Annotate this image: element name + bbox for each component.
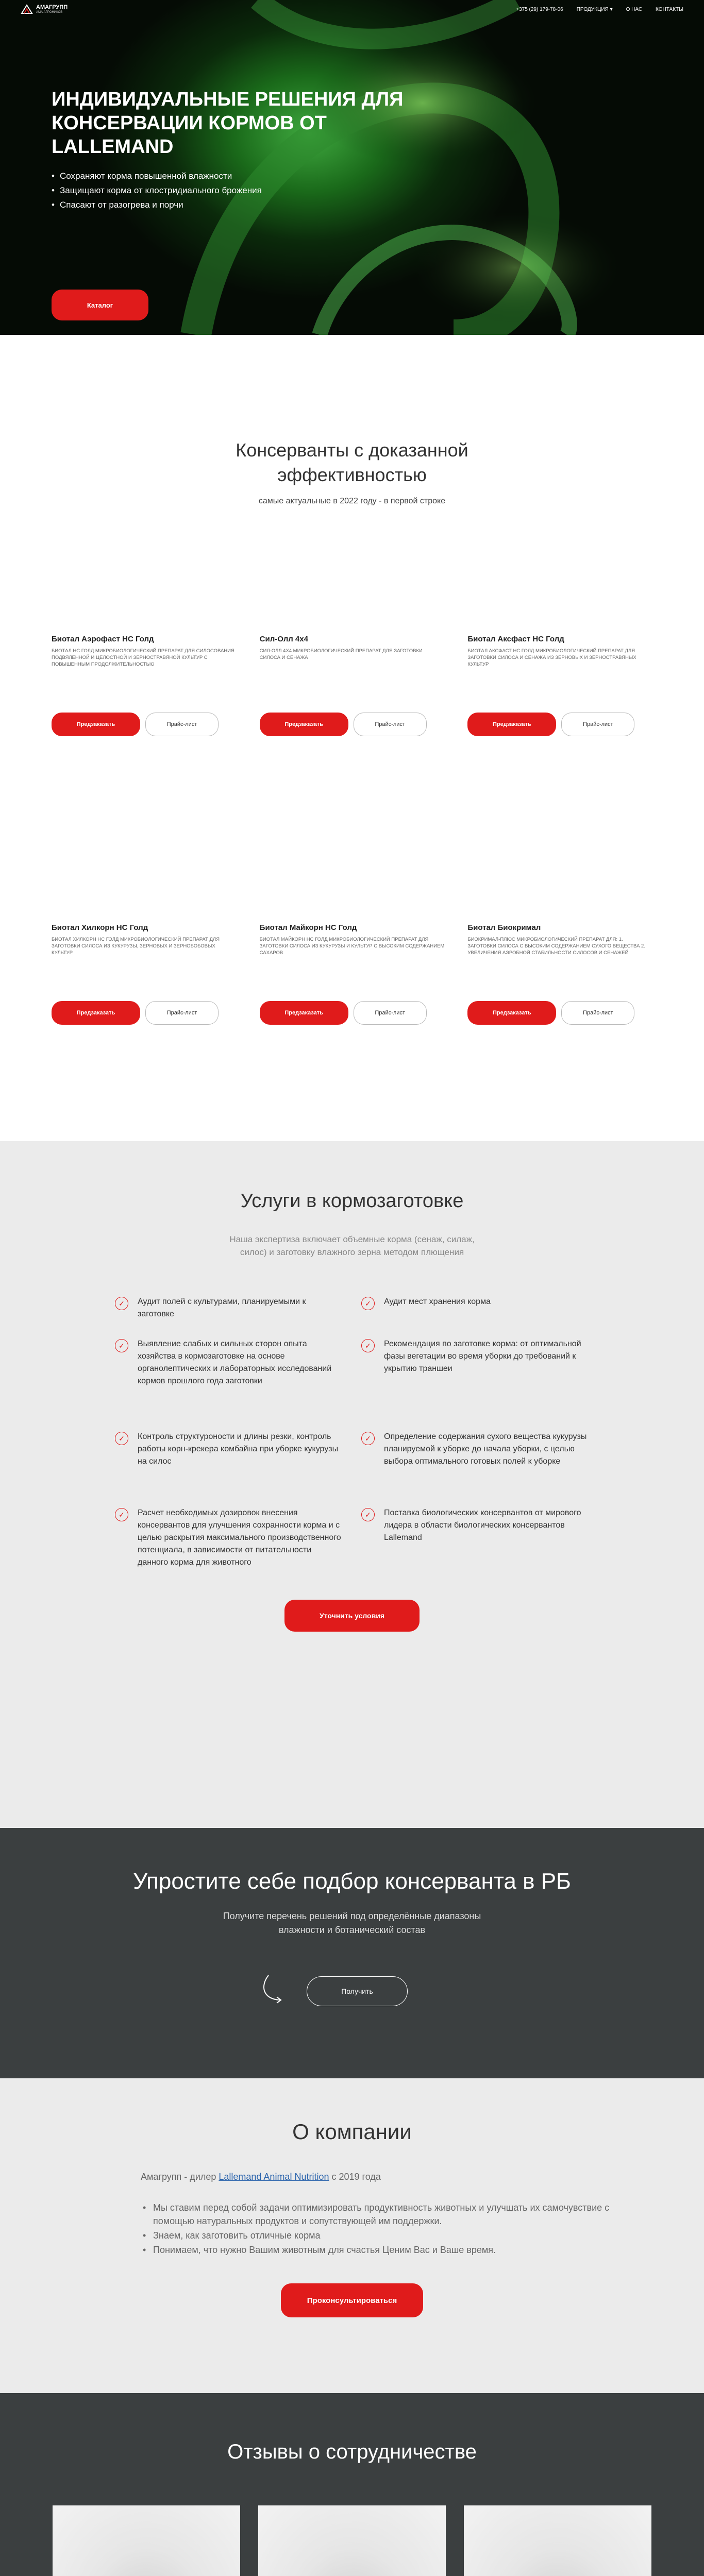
about-section <box>0 2078 704 2393</box>
about-dealer-post: с 2019 года <box>331 2172 381 2182</box>
service-text: Выявление слабых и сильных сторон опыта хозяйства в кормозаготовке на основе органолептических и лабораторных исследований кормов прошлого года заготовки <box>138 1340 332 1385</box>
services-column-right <box>361 1296 589 1584</box>
product-name[interactable]: Биотал Майкорн НС Голд <box>259 923 357 932</box>
product-name[interactable]: Биотал Биокримал <box>467 923 541 932</box>
services-intro: Наша экспертиза включает объемные корма (сенаж, силаж, силос) и заготовку влажного зерна методом плющения <box>229 1234 475 1257</box>
about-dealer-line <box>141 2170 615 2183</box>
services-column-left <box>115 1296 343 1584</box>
consult-button[interactable]: Проконсультироваться <box>281 2283 423 2317</box>
hero-section <box>0 0 704 335</box>
service-text: Контроль структуроности и длины резки, контроль работы корн-крекера комбайна при уборке кукурузы на силос <box>138 1432 339 1466</box>
check-circle-icon: ✓ <box>115 1339 128 1352</box>
check-circle-icon: ✓ <box>115 1432 128 1445</box>
curved-arrow-icon <box>259 1973 290 2009</box>
product-description: БИОТАЛ АКСФАСТ НС ГОЛД МИКРОБИОЛОГИЧЕСКИЙ ПРЕПАРАТ ДЛЯ ЗАГОТОВКИ СИЛОСА И СЕНАЖА ИЗ ЗЕРНОВЫХ И ЗЕРНОСТРАВЯНЫХ КУЛЬТУР <box>467 648 636 667</box>
service-text: Рекомендация по заготовке корма: от оптимальной фазы вегетации во время уборки до требований к укрытию траншеи <box>384 1340 581 1373</box>
choose-section <box>0 1828 704 2078</box>
services-grid <box>115 1296 589 1584</box>
product-grid <box>52 635 652 1016</box>
product-card <box>52 635 237 727</box>
service-text: Поставка биологических консервантов от мирового лидера в области биологических консервантов Lallemand <box>384 1509 581 1542</box>
review-image[interactable] <box>464 2505 651 2576</box>
catalog-button[interactable]: Каталог <box>52 290 148 320</box>
product-description: БИОТАЛ МАЙКОРН НС ГОЛД МИКРОБИОЛОГИЧЕСКИЙ ПРЕПАРАТ ДЛЯ ЗАГОТОВКИ СИЛОСА ИЗ КУКУРУЗЫ И КУЛЬТУР С ВЫСОКИМ СОДЕРЖАНИЕМ САХАРОВ <box>259 937 445 956</box>
nav-item-products-label: ПРОДУКЦИЯ <box>576 6 609 12</box>
clarify-terms-button[interactable]: Уточнить условия <box>284 1600 420 1632</box>
hero-bullets <box>52 169 443 212</box>
hero-bullet: • Сохраняют корма повышенной влажности <box>52 169 443 183</box>
check-circle-icon: ✓ <box>115 1297 128 1310</box>
hero-title: ИНДИВИДУАЛЬНЫЕ РЕШЕНИЯ ДЛЯ КОНСЕРВАЦИИ КОРМОВ ОТ LALLEMAND <box>52 89 404 158</box>
service-text: Аудит мест хранения корма <box>384 1297 491 1306</box>
preorder-button[interactable]: Предзаказать <box>260 1001 348 1025</box>
main-nav <box>516 7 683 12</box>
service-text: Аудит полей с культурами, планируемыми к заготовке <box>138 1297 306 1318</box>
logo[interactable] <box>21 4 68 14</box>
product-card <box>467 923 652 1016</box>
product-card <box>467 635 652 727</box>
service-item <box>115 1296 343 1323</box>
products-subtitle: самые актуальные в 2022 году - в первой строке <box>258 497 446 505</box>
check-circle-icon: ✓ <box>361 1432 375 1445</box>
preorder-button[interactable]: Предзаказать <box>52 1001 140 1025</box>
product-description: БИОКРИМАЛ-ПЛЮС МИКРОБИОЛОГИЧЕСКИЙ ПРЕПАРАТ ДЛЯ: 1. ЗАГОТОВКИ СИЛОСА С ВЫСОКИМ СОДЕРЖАНИЕМ СУХОГО ВЕЩЕСТВА 2. УВЕЛИЧЕНИЯ АЭРОБНОЙ СТАБИЛЬНОСТИ СИЛОСОВ И СЕНАЖЕЙ <box>467 937 645 956</box>
logo-subtitle: АМА АГРОНИКОВ <box>36 10 63 14</box>
service-item <box>361 1431 589 1492</box>
about-title: О компании <box>292 2120 412 2144</box>
service-item <box>361 1296 589 1323</box>
lallemand-link[interactable]: Lallemand Animal Nutrition <box>219 2172 329 2182</box>
check-circle-icon: ✓ <box>361 1339 375 1352</box>
chevron-down-icon: ▾ <box>610 6 613 12</box>
choose-cta-row <box>259 1973 445 2009</box>
price-list-button[interactable]: Прайс-лист <box>561 1001 634 1025</box>
service-item <box>115 1431 343 1492</box>
product-card <box>259 923 445 1016</box>
preorder-button[interactable]: Предзаказать <box>52 713 140 736</box>
service-text: Расчет необходимых дозировок внесения консервантов для улучшения сохранности корма и с целью раскрытия максимального производственного потенциала, в зависимости от питательности данного корма для животного <box>138 1509 341 1567</box>
choose-title: Упростите себе подбор консерванта в РБ <box>133 1869 571 1894</box>
review-image[interactable] <box>53 2505 240 2576</box>
product-description: СИЛ-ОЛЛ 4Х4 МИКРОБИОЛОГИЧЕСКИЙ ПРЕПАРАТ ДЛЯ ЗАГОТОВКИ СИЛОСА И СЕНАЖА <box>259 648 423 660</box>
product-description: БИОТАЛ НС ГОЛД МИКРОБИОЛОГИЧЕСКИЙ ПРЕПАРАТ ДЛЯ СИЛОСОВАНИЯ ПОДВЯЛЕННОЙ И ЦЕЛОСТНОЙ И ЗЕРНОСТРАВЯНОЙ КУЛЬТУР С ПОВЫШЕННЫМ ПРОДОЛЖИТЕЛЬНОСТЬЮ <box>52 648 234 667</box>
services-section <box>0 1141 704 1828</box>
price-list-button[interactable]: Прайс-лист <box>145 713 219 736</box>
reviews-title: Отзывы о сотрудничестве <box>227 2441 477 2463</box>
product-name[interactable]: Биотал Аэрофаст НС Голд <box>52 635 154 643</box>
reviews-grid <box>0 2505 704 2576</box>
products-section <box>0 335 704 1141</box>
review-image[interactable] <box>258 2505 446 2576</box>
preorder-button[interactable]: Предзаказать <box>260 713 348 736</box>
about-content <box>89 2170 615 2257</box>
hero-bullet: • Защищают корма от клостридиального брожения <box>52 183 443 198</box>
check-circle-icon: ✓ <box>361 1508 375 1521</box>
choose-subtitle: Получите перечень решений под определённые диапазоны влажности и ботанический состав <box>223 1911 481 1935</box>
product-name[interactable]: Биотал Хилкорн НС Голд <box>52 923 148 932</box>
products-title: Консерванты с доказанной эффективностью <box>236 439 468 485</box>
nav-item-products[interactable] <box>577 7 613 12</box>
reviews-section <box>0 2393 704 2576</box>
price-list-button[interactable]: Прайс-лист <box>354 1001 427 1025</box>
product-name[interactable]: Сил-Олл 4х4 <box>259 635 308 643</box>
logo-mark-icon <box>21 4 33 14</box>
service-item <box>361 1338 589 1415</box>
service-text: Определение содержания сухого вещества кукурузы планируемой к уборке до начала уборки, с целью выбора оптимального готовых полей к уборке <box>384 1432 587 1466</box>
product-description: БИОТАЛ ХИЛКОРН НС ГОЛД МИКРОБИОЛОГИЧЕСКИЙ ПРЕПАРАТ ДЛЯ ЗАГОТОВКИ СИЛОСА ИЗ КУКУРУЗЫ, ЗЕРНОВЫХ И ЗЕРНОБОБОВЫХ КУЛЬТУР <box>52 937 220 956</box>
check-circle-icon: ✓ <box>361 1297 375 1310</box>
about-dealer-pre: Амагрупп - дилер <box>141 2172 216 2182</box>
product-name[interactable]: Биотал Аксфаст НС Голд <box>467 635 564 643</box>
nav-item-contacts[interactable]: КОНТАКТЫ <box>656 6 683 12</box>
preorder-button[interactable]: Предзаказать <box>467 713 556 736</box>
product-card <box>259 635 445 727</box>
price-list-button[interactable]: Прайс-лист <box>354 713 427 736</box>
header-phone[interactable]: +375 (29) 179-78-06 <box>516 6 563 12</box>
about-item: • Мы ставим перед собой задачи оптимизировать продуктивность животных и улучшать их самочувствие с помощью натуральных продуктов и сопутствующей им поддержки. <box>141 2201 615 2228</box>
service-item <box>115 1507 343 1569</box>
about-list <box>141 2201 615 2257</box>
get-list-button[interactable]: Получить <box>307 1976 408 2006</box>
hero-bullet: • Спасают от разогрева и порчи <box>52 198 443 212</box>
price-list-button[interactable]: Прайс-лист <box>561 713 634 736</box>
hero-content <box>52 88 443 212</box>
service-item <box>361 1507 589 1544</box>
nav-item-about[interactable]: О НАС <box>626 6 643 12</box>
logo-name: АМАГРУПП <box>36 4 68 10</box>
services-title: Услуги в кормозаготовке <box>240 1190 464 1212</box>
about-item: • Понимаем, что нужно Вашим животным для счастья Ценим Вас и Ваше время. <box>141 2243 615 2257</box>
product-card <box>52 923 237 1016</box>
preorder-button[interactable]: Предзаказать <box>467 1001 556 1025</box>
service-item <box>115 1338 343 1415</box>
site-header <box>0 0 704 19</box>
check-circle-icon: ✓ <box>115 1508 128 1521</box>
about-item: • Знаем, как заготовить отличные корма <box>141 2229 615 2242</box>
price-list-button[interactable]: Прайс-лист <box>145 1001 219 1025</box>
